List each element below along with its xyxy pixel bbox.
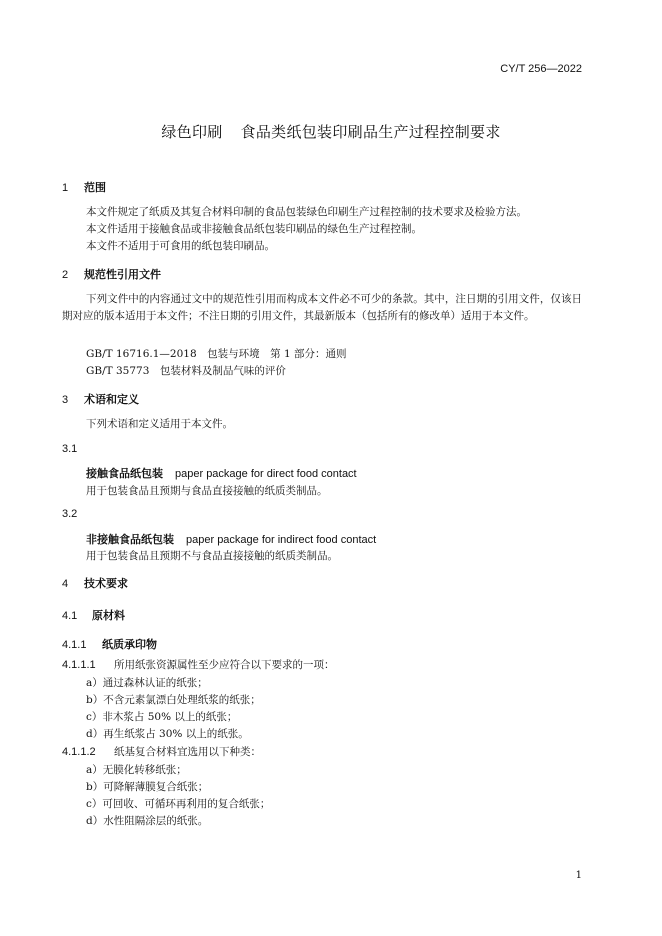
list-item: a）无膜化转移纸张； — [86, 764, 187, 776]
list-item: c）可回收、可循环再利用的复合纸张； — [86, 798, 271, 810]
standard-code: CY/T 256—2022 — [500, 63, 582, 75]
list-item: b）可降解薄膜复合纸张； — [86, 781, 209, 793]
clause-4-1-1-1: 4.1.1.1 所用纸张资源属性至少应符合以下要求的一项： — [62, 659, 335, 671]
title-part1: 绿色印刷 — [161, 124, 223, 141]
scope-line-3: 本文件不适用于可食用的纸包装印刷品。 — [86, 240, 275, 252]
page-number: 1 — [575, 870, 582, 881]
term-definition: 用于包装食品且预期与食品直接接触的纸质类制品。 — [86, 485, 328, 497]
reference-item: GB/T 16716.1—2018 包装与环境 第 1 部分：通则 — [86, 348, 347, 360]
term-entry: 接触食品纸包装 paper package for direct food contact — [86, 468, 357, 480]
term-entry: 非接触食品纸包装 paper package for indirect food contact — [86, 534, 377, 546]
normative-references-paragraph: 下列文件中的内容通过文中的规范性引用而构成本文件必不可少的条款。其中，注日期的引用文件，仅该日期对应的版本适用于本文件；不注日期的引用文件，其最新版本（包括所有的修改单）适用于本文件。 — [62, 293, 582, 322]
document-title — [0, 121, 662, 142]
list-item: b）不含元素氯漂白处理纸浆的纸张； — [86, 694, 261, 706]
subsection-4-1-heading: 4.1 原材料 — [62, 610, 125, 622]
term-number: 3.2 — [62, 508, 78, 520]
section-4-heading: 4 技术要求 — [62, 578, 128, 590]
reference-item: GB/T 35773 包装材料及制品气味的评价 — [86, 365, 286, 377]
list-item: d）水性阻隔涂层的纸张。 — [86, 815, 209, 827]
section-1-heading: 1 范围 — [62, 182, 106, 194]
section-3-heading: 3 术语和定义 — [62, 394, 139, 406]
list-item: a）通过森林认证的纸张； — [86, 677, 208, 689]
list-item: d）再生纸浆占 30% 以上的纸张。 — [86, 728, 249, 740]
scope-line-2: 本文件适用于接触食品或非接触食品纸包装印刷品的绿色生产过程控制。 — [86, 223, 422, 235]
term-number: 3.1 — [62, 443, 78, 455]
terms-intro: 下列术语和定义适用于本文件。 — [86, 418, 233, 430]
list-item: c）非木浆占 50% 以上的纸张； — [86, 711, 238, 723]
clause-4-1-1-2: 4.1.1.2 纸基复合材料宜选用以下种类： — [62, 746, 261, 758]
scope-line-1: 本文件规定了纸质及其复合材料印制的食品包装绿色印刷生产过程控制的技术要求及检验方法。 — [86, 206, 527, 218]
term-definition: 用于包装食品且预期不与食品直接接触的纸质类制品。 — [86, 550, 338, 562]
subsection-4-1-1-heading: 4.1.1 纸质承印物 — [62, 639, 157, 651]
title-part2: 食品类纸包装印刷品生产过程控制要求 — [240, 124, 501, 141]
section-2-heading: 2 规范性引用文件 — [62, 269, 161, 281]
